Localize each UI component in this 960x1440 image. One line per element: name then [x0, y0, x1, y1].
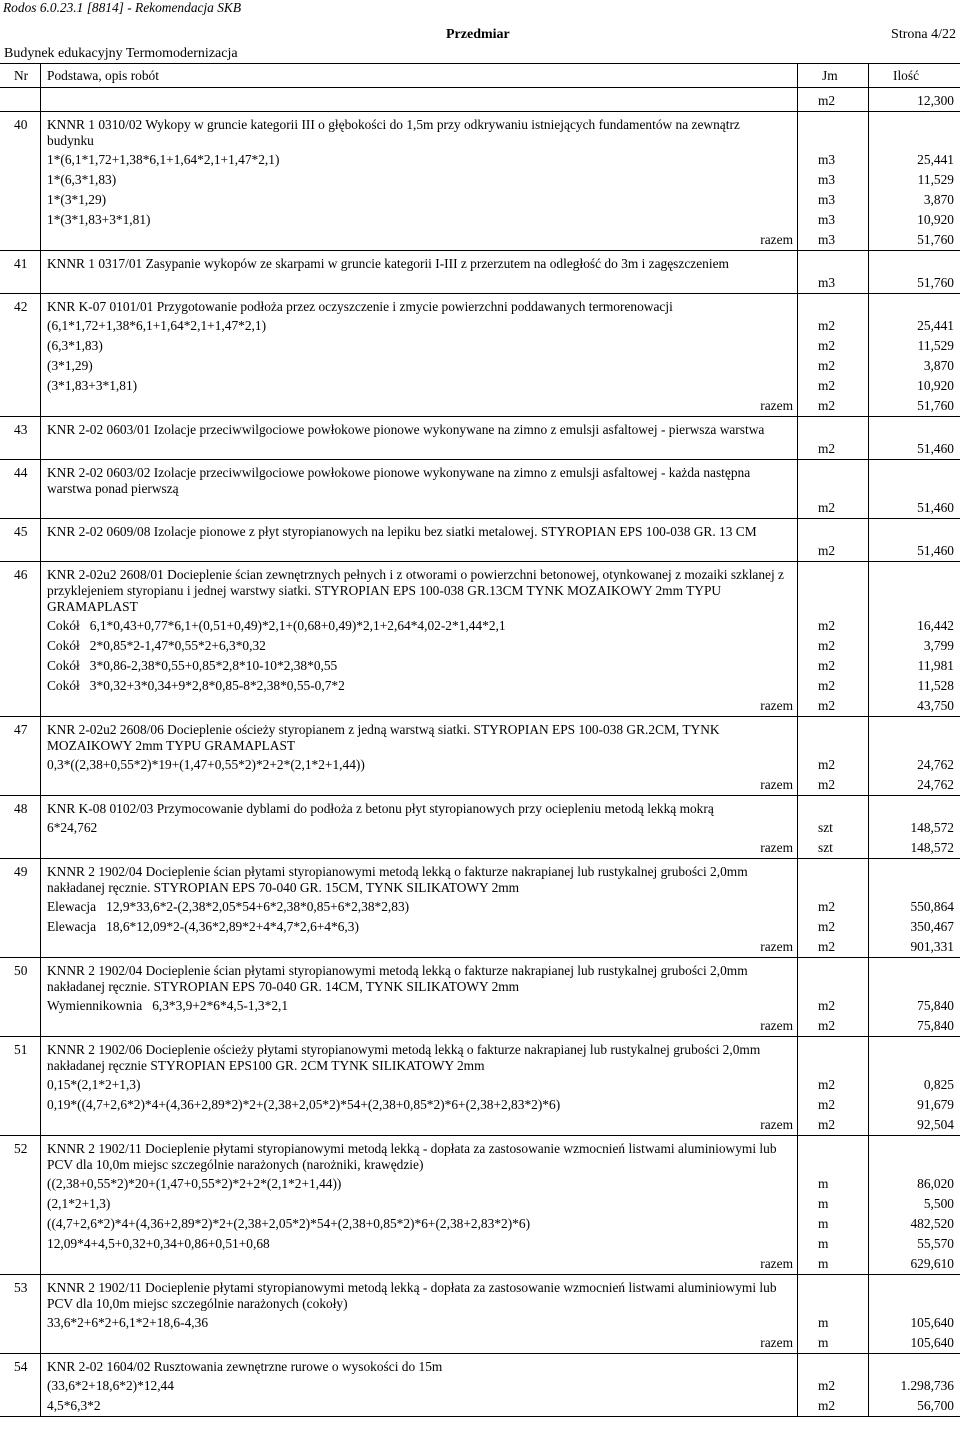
subtotal-unit: m3	[818, 232, 836, 247]
measure-formula: (6,1*1,72+1,38*6,1+1,64*2,1+1,47*2,1)	[47, 318, 267, 333]
item-description: KNNR 2 1902/06 Docieplenie ościeży płytami styropianowymi metodą lekką o fakturze nakrapianej lub rustykalnej grubości 2,0mm nakładanej ręcznie STYROPIAN EPS100 GR. 2CM TYNK SILIKATOWY 2mm	[47, 1042, 761, 1073]
measure-formula: 0,15*(2,1*2+1,3)	[47, 1077, 141, 1092]
subtotal-label: razem	[760, 698, 793, 713]
subtotal-row	[0, 837, 960, 857]
table-item-51	[0, 1037, 960, 1136]
measure-row	[0, 655, 960, 675]
carry-over-qty: 12,300	[917, 93, 954, 108]
measure-formula: 2*0,85*2-1,47*0,55*2+6,3*0,32	[89, 638, 266, 653]
measure-formula: 12,9*33,6*2-(2,38*2,05*54+6*2,38*0,85+6*2,38*2,83)	[106, 899, 410, 914]
item-number: 50	[14, 963, 28, 978]
table-item-48	[0, 796, 960, 859]
measure-formula: 1*(3*1,83+3*1,81)	[47, 212, 151, 227]
measure-unit: m2	[818, 500, 836, 515]
measure-formula: 1*(6,3*1,83)	[47, 172, 117, 187]
item-description: KNNR 2 1902/04 Docieplenie ścian płytami styropianowymi metodą lekką o fakturze nakrapianej lub rustykalnej grubości 2,0mm nakładanej ręcznie. STYROPIAN EPS 70-040 GR. 15CM, TYNK SILIKATOWY 2mm	[47, 864, 748, 895]
measure-row	[0, 189, 960, 209]
item-description: KNNR 1 0317/01 Zasypanie wykopów ze skarpami w gruncie kategorii I-III z przerzutem na odległość do 3m i zagęszczeniem	[47, 256, 729, 271]
subtotal-label: razem	[760, 1018, 793, 1033]
measure-row	[0, 149, 960, 169]
item-description: KNR 2-02u2 2608/06 Docieplenie ościeży styropianem z jedną warstwą siatki. STYROPIAN EPS 100-038 GR.2CM, TYNK MOZAIKOWY 2mm TYPU GRAMAPLAST	[47, 722, 720, 753]
measure-formula: ((2,38+0,55*2)*20+(1,47+0,55*2)*2+2*(2,1*2+1,44))	[47, 1176, 342, 1191]
subtotal-unit: m2	[818, 698, 836, 713]
table-item-54	[0, 1354, 960, 1417]
measure-row	[0, 675, 960, 695]
subtotal-qty: 51,760	[917, 398, 954, 413]
measure-qty: 24,762	[917, 757, 954, 772]
page-number: Strona 4/22	[891, 27, 956, 42]
measure-unit: m3	[818, 152, 836, 167]
subtotal-qty: 901,331	[910, 939, 954, 954]
subtotal-label: razem	[760, 777, 793, 792]
measure-qty: 10,920	[917, 378, 954, 393]
item-number: 43	[14, 422, 28, 437]
subtotal-unit: m2	[818, 777, 836, 792]
measure-qty: 16,442	[917, 618, 954, 633]
item-number: 44	[14, 465, 28, 480]
subtotal-label: razem	[760, 939, 793, 954]
measure-formula: 3*0,32+3*0,34+9*2,8*0,85-8*2,38*0,55-0,7*2	[89, 678, 345, 693]
measure-row	[0, 635, 960, 655]
item-number: 52	[14, 1141, 28, 1156]
subtotal-row	[0, 1015, 960, 1035]
item-description: KNNR 2 1902/11 Docieplenie płytami styropianowymi metodą lekką - dopłata za zastosowanie wzmocnień listwami aluminiowymi lub PCV dla 10,0m miejsc szczególnie narażonych (cokoły)	[47, 1280, 777, 1311]
measure-formula: 1*(6,1*1,72+1,38*6,1+1,64*2,1+1,47*2,1)	[47, 152, 280, 167]
subtotal-unit: m2	[818, 939, 836, 954]
subtotal-qty: 75,840	[917, 1018, 954, 1033]
subtotal-qty: 24,762	[917, 777, 954, 792]
subtotal-row	[0, 229, 960, 249]
measure-row	[0, 209, 960, 229]
measure-row	[0, 1173, 960, 1193]
measure-label: Elewacja	[47, 899, 97, 914]
measure-unit: m	[818, 1236, 829, 1251]
estimate-table	[0, 87, 960, 1417]
subtotal-row	[0, 1253, 960, 1273]
item-description: KNR 2-02 0603/02 Izolacje przeciwwilgociowe powłokowe pionowe wykonywane na zimno z emulsji asfaltowej - każda następna warstwa ponad pierwszą	[47, 465, 751, 496]
measure-formula: 18,6*12,09*2-(4,36*2,89*2+4*4,7*2,6+4*6,3)	[106, 919, 359, 934]
table-item-45	[0, 519, 960, 562]
measure-qty: 91,679	[917, 1097, 954, 1112]
subtotal-qty: 629,610	[910, 1256, 954, 1271]
measure-formula: (3*1,83+3*1,81)	[47, 378, 138, 393]
measure-row	[0, 438, 960, 458]
measure-row	[0, 1193, 960, 1213]
item-number: 47	[14, 722, 28, 737]
measure-unit: m3	[818, 212, 836, 227]
measure-formula: 0,3*((2,38+0,55*2)*19+(1,47+0,55*2)*2+2*(2,1*2+1,44))	[47, 757, 365, 772]
measure-row	[0, 497, 960, 517]
subtotal-row	[0, 936, 960, 956]
measure-unit: m2	[818, 618, 836, 633]
measure-qty: 10,920	[917, 212, 954, 227]
measure-qty: 75,840	[917, 998, 954, 1013]
measure-formula: 3*0,86-2,38*0,55+0,85*2,8*10-10*2,38*0,55	[89, 658, 338, 673]
measure-qty: 148,572	[910, 820, 954, 835]
measure-qty: 3,799	[923, 638, 954, 653]
col-qty: Ilość	[893, 68, 920, 83]
table-item-49	[0, 859, 960, 958]
subtotal-qty: 92,504	[917, 1117, 954, 1132]
item-number: 53	[14, 1280, 28, 1295]
measure-formula: 6,3*3,9+2*6*4,5-1,3*2,1	[152, 998, 289, 1013]
subtotal-row	[0, 774, 960, 794]
item-number: 48	[14, 801, 28, 816]
measure-unit: m2	[818, 358, 836, 373]
measure-qty: 25,441	[917, 152, 954, 167]
item-description: KNR 2-02 0603/01 Izolacje przeciwwilgociowe powłokowe pionowe wykonywane na zimno z emulsji asfaltowej - pierwsza warstwa	[47, 422, 765, 437]
carry-over-unit: m2	[818, 93, 836, 108]
measure-formula: (3*1,29)	[47, 358, 93, 373]
item-number: 54	[14, 1359, 28, 1374]
measure-unit: m3	[818, 275, 836, 290]
measure-unit: m3	[818, 172, 836, 187]
measure-qty: 11,528	[917, 678, 954, 693]
subtotal-label: razem	[760, 232, 793, 247]
measure-unit: m	[818, 1315, 829, 1330]
measure-row	[0, 169, 960, 189]
measure-label: Wymiennikownia	[47, 998, 143, 1013]
subtotal-unit: m2	[818, 1018, 836, 1033]
measure-label: Cokół	[47, 638, 80, 653]
measure-qty: 550,864	[910, 899, 954, 914]
measure-qty: 55,570	[917, 1236, 954, 1251]
measure-formula: 0,19*((4,7+2,6*2)*4+(4,36+2,89*2)*2+(2,38+2,05*2)*54+(2,38+0,85*2)*6+(2,38+2,83*2)*6)	[47, 1097, 561, 1112]
item-description: KNR 2-02u2 2608/01 Docieplenie ścian zewnętrznych pełnych i z otworami o powierzchni betonowej, otynkowanej z mozaiki szklanej z przyklejeniem styropianu i jednej warstwy siatki. STYROPIAN EPS 100-038 GR.13CM TYNK MOZAIKOWY 2mm TYPU GRAMAPLAST	[47, 567, 785, 614]
measure-unit: m2	[818, 919, 836, 934]
project-name: Budynek edukacyjny Termomodernizacja	[4, 46, 238, 61]
measure-row	[0, 1213, 960, 1233]
table-item-43	[0, 417, 960, 460]
item-number: 45	[14, 524, 28, 539]
subtotal-row	[0, 395, 960, 415]
measure-formula: (33,6*2+18,6*2)*12,44	[47, 1378, 174, 1393]
measure-unit: m2	[818, 1077, 836, 1092]
measure-qty: 11,529	[917, 338, 954, 353]
item-description: KNNR 2 1902/11 Docieplenie płytami styropianowymi metodą lekką - dopłata za zastosowanie wzmocnień listwami aluminiowymi lub PCV dla 10,0m miejsc szczególnie narażonych (narożniki, krawędzie)	[47, 1141, 777, 1172]
table-item-42	[0, 294, 960, 417]
measure-formula: 4,5*6,3*2	[47, 1398, 101, 1413]
subtotal-row	[0, 695, 960, 715]
measure-label: Cokół	[47, 618, 80, 633]
table-item-41	[0, 251, 960, 294]
measure-unit: m2	[818, 338, 836, 353]
item-description: KNR K-08 0102/03 Przymocowanie dyblami do podłoża z betonu płyt styropianowych przy ociepleniu metodą lekką mokrą	[47, 801, 714, 816]
measure-row	[0, 540, 960, 560]
measure-unit: m2	[818, 678, 836, 693]
measure-unit: m	[818, 1216, 829, 1231]
subtotal-qty: 148,572	[910, 840, 954, 855]
measure-unit: m2	[818, 998, 836, 1013]
measure-row	[0, 916, 960, 936]
subtotal-qty: 43,750	[917, 698, 954, 713]
measure-qty: 105,640	[910, 1315, 954, 1330]
subtotal-label: razem	[760, 1256, 793, 1271]
measure-unit: m2	[818, 638, 836, 653]
col-nr: Nr	[14, 68, 29, 83]
measure-qty: 51,460	[917, 500, 954, 515]
measure-unit: m2	[818, 757, 836, 772]
subtotal-label: razem	[760, 1335, 793, 1350]
measure-qty: 3,870	[923, 192, 954, 207]
subtotal-unit: m	[818, 1256, 829, 1271]
measure-qty: 3,870	[923, 358, 954, 373]
measure-row	[0, 335, 960, 355]
carry-over-row	[0, 88, 960, 112]
table-item-44	[0, 460, 960, 519]
measure-formula: 6*24,762	[47, 820, 98, 835]
measure-formula: 12,09*4+4,5+0,32+0,34+0,86+0,51+0,68	[47, 1236, 270, 1251]
measure-label: Cokół	[47, 678, 80, 693]
measure-unit: m2	[818, 318, 836, 333]
item-number: 40	[14, 117, 28, 132]
item-number: 46	[14, 567, 28, 582]
subtotal-row	[0, 1332, 960, 1352]
item-description: KNNR 1 0310/02 Wykopy w gruncie kategorii III o głębokości do 1,5m przy odkrywaniu istniejących fundamentów na zewnątrz budynku	[47, 117, 740, 148]
measure-unit: m	[818, 1196, 829, 1211]
measure-row	[0, 817, 960, 837]
document-title: Przedmiar	[446, 27, 510, 42]
measure-label: Cokół	[47, 658, 80, 673]
subtotal-unit: m2	[818, 1117, 836, 1132]
measure-row	[0, 754, 960, 774]
measure-unit: m2	[818, 658, 836, 673]
page-header	[0, 27, 960, 61]
table-item-52	[0, 1136, 960, 1275]
measure-formula: (6,3*1,83)	[47, 338, 103, 353]
subtotal-qty: 105,640	[910, 1335, 954, 1350]
measure-unit: m2	[818, 543, 836, 558]
measure-row	[0, 1094, 960, 1114]
measure-row	[0, 896, 960, 916]
table-item-46	[0, 562, 960, 717]
table-column-headers	[0, 63, 960, 88]
table-item-53	[0, 1275, 960, 1354]
measure-qty: 5,500	[923, 1196, 954, 1211]
measure-formula: (2,1*2+1,3)	[47, 1196, 111, 1211]
measure-qty: 11,529	[917, 172, 954, 187]
measure-qty: 1.298,736	[900, 1378, 954, 1393]
item-number: 51	[14, 1042, 28, 1057]
measure-row	[0, 272, 960, 292]
measure-formula: 33,6*2+6*2+6,1*2+18,6-4,36	[47, 1315, 209, 1330]
measure-unit: szt	[818, 820, 833, 835]
table-item-50	[0, 958, 960, 1037]
measure-qty: 86,020	[917, 1176, 954, 1191]
subtotal-label: razem	[760, 840, 793, 855]
item-number: 42	[14, 299, 28, 314]
measure-row	[0, 995, 960, 1015]
measure-unit: m	[818, 1176, 829, 1191]
measure-unit: m2	[818, 899, 836, 914]
subtotal-qty: 51,760	[917, 232, 954, 247]
measure-formula: 1*(3*1,29)	[47, 192, 107, 207]
measure-qty: 350,467	[910, 919, 954, 934]
measure-unit: m2	[818, 378, 836, 393]
measure-formula: ((4,7+2,6*2)*4+(4,36+2,89*2)*2+(2,38+2,05*2)*54+(2,38+0,85*2)*6+(2,38+2,83*2)*6)	[47, 1216, 531, 1231]
item-description: KNNR 2 1902/04 Docieplenie ścian płytami styropianowymi metodą lekką o fakturze nakrapianej lub rustykalnej grubości 2,0mm nakładanej ręcznie. STYROPIAN EPS 70-040 GR. 14CM, TYNK SILIKATOWY 2mm	[47, 963, 748, 994]
measure-qty: 51,760	[917, 275, 954, 290]
col-jm: Jm	[822, 68, 838, 83]
table-item-47	[0, 717, 960, 796]
subtotal-label: razem	[760, 398, 793, 413]
measure-row	[0, 1395, 960, 1415]
col-desc: Podstawa, opis robót	[47, 68, 159, 83]
measure-unit: m2	[818, 1398, 836, 1413]
measure-row	[0, 1312, 960, 1332]
subtotal-unit: m2	[818, 398, 836, 413]
measure-row	[0, 355, 960, 375]
subtotal-unit: m	[818, 1335, 829, 1350]
measure-row	[0, 1375, 960, 1395]
measure-unit: m2	[818, 1378, 836, 1393]
table-item-40	[0, 112, 960, 251]
measure-qty: 482,520	[910, 1216, 954, 1231]
measure-unit: m2	[818, 441, 836, 456]
measure-row	[0, 315, 960, 335]
measure-unit: m3	[818, 192, 836, 207]
subtotal-label: razem	[760, 1117, 793, 1132]
measure-qty: 51,460	[917, 441, 954, 456]
measure-formula: 6,1*0,43+0,77*6,1+(0,51+0,49)*2,1+(0,68+0,49)*2,1+2,64*4,02-2*1,44*2,1	[89, 618, 506, 633]
subtotal-row	[0, 1114, 960, 1134]
item-description: KNR K-07 0101/01 Przygotowanie podłoża przez oczyszczenie i zmycie powierzchni poddawanych termorenowacji	[47, 299, 673, 314]
measure-qty: 25,441	[917, 318, 954, 333]
measure-row	[0, 1074, 960, 1094]
measure-row	[0, 615, 960, 635]
item-description: KNR 2-02 0609/08 Izolacje pionowe z płyt styropianowych na lepiku bez siatki metalowej. STYROPIAN EPS 100-038 GR. 13 CM	[47, 524, 757, 539]
item-description: KNR 2-02 1604/02 Rusztowania zewnętrzne rurowe o wysokości do 15m	[47, 1359, 443, 1374]
subtotal-unit: szt	[818, 840, 833, 855]
measure-label: Elewacja	[47, 919, 97, 934]
measure-row	[0, 1233, 960, 1253]
measure-qty: 51,460	[917, 543, 954, 558]
measure-qty: 11,981	[917, 658, 954, 673]
item-number: 49	[14, 864, 28, 879]
measure-qty: 56,700	[917, 1398, 954, 1413]
measure-unit: m2	[818, 1097, 836, 1112]
measure-qty: 0,825	[923, 1077, 954, 1092]
measure-row	[0, 375, 960, 395]
app-line: Rodos 6.0.23.1 [8814] - Rekomendacja SKB	[3, 0, 242, 15]
item-number: 41	[14, 256, 28, 271]
